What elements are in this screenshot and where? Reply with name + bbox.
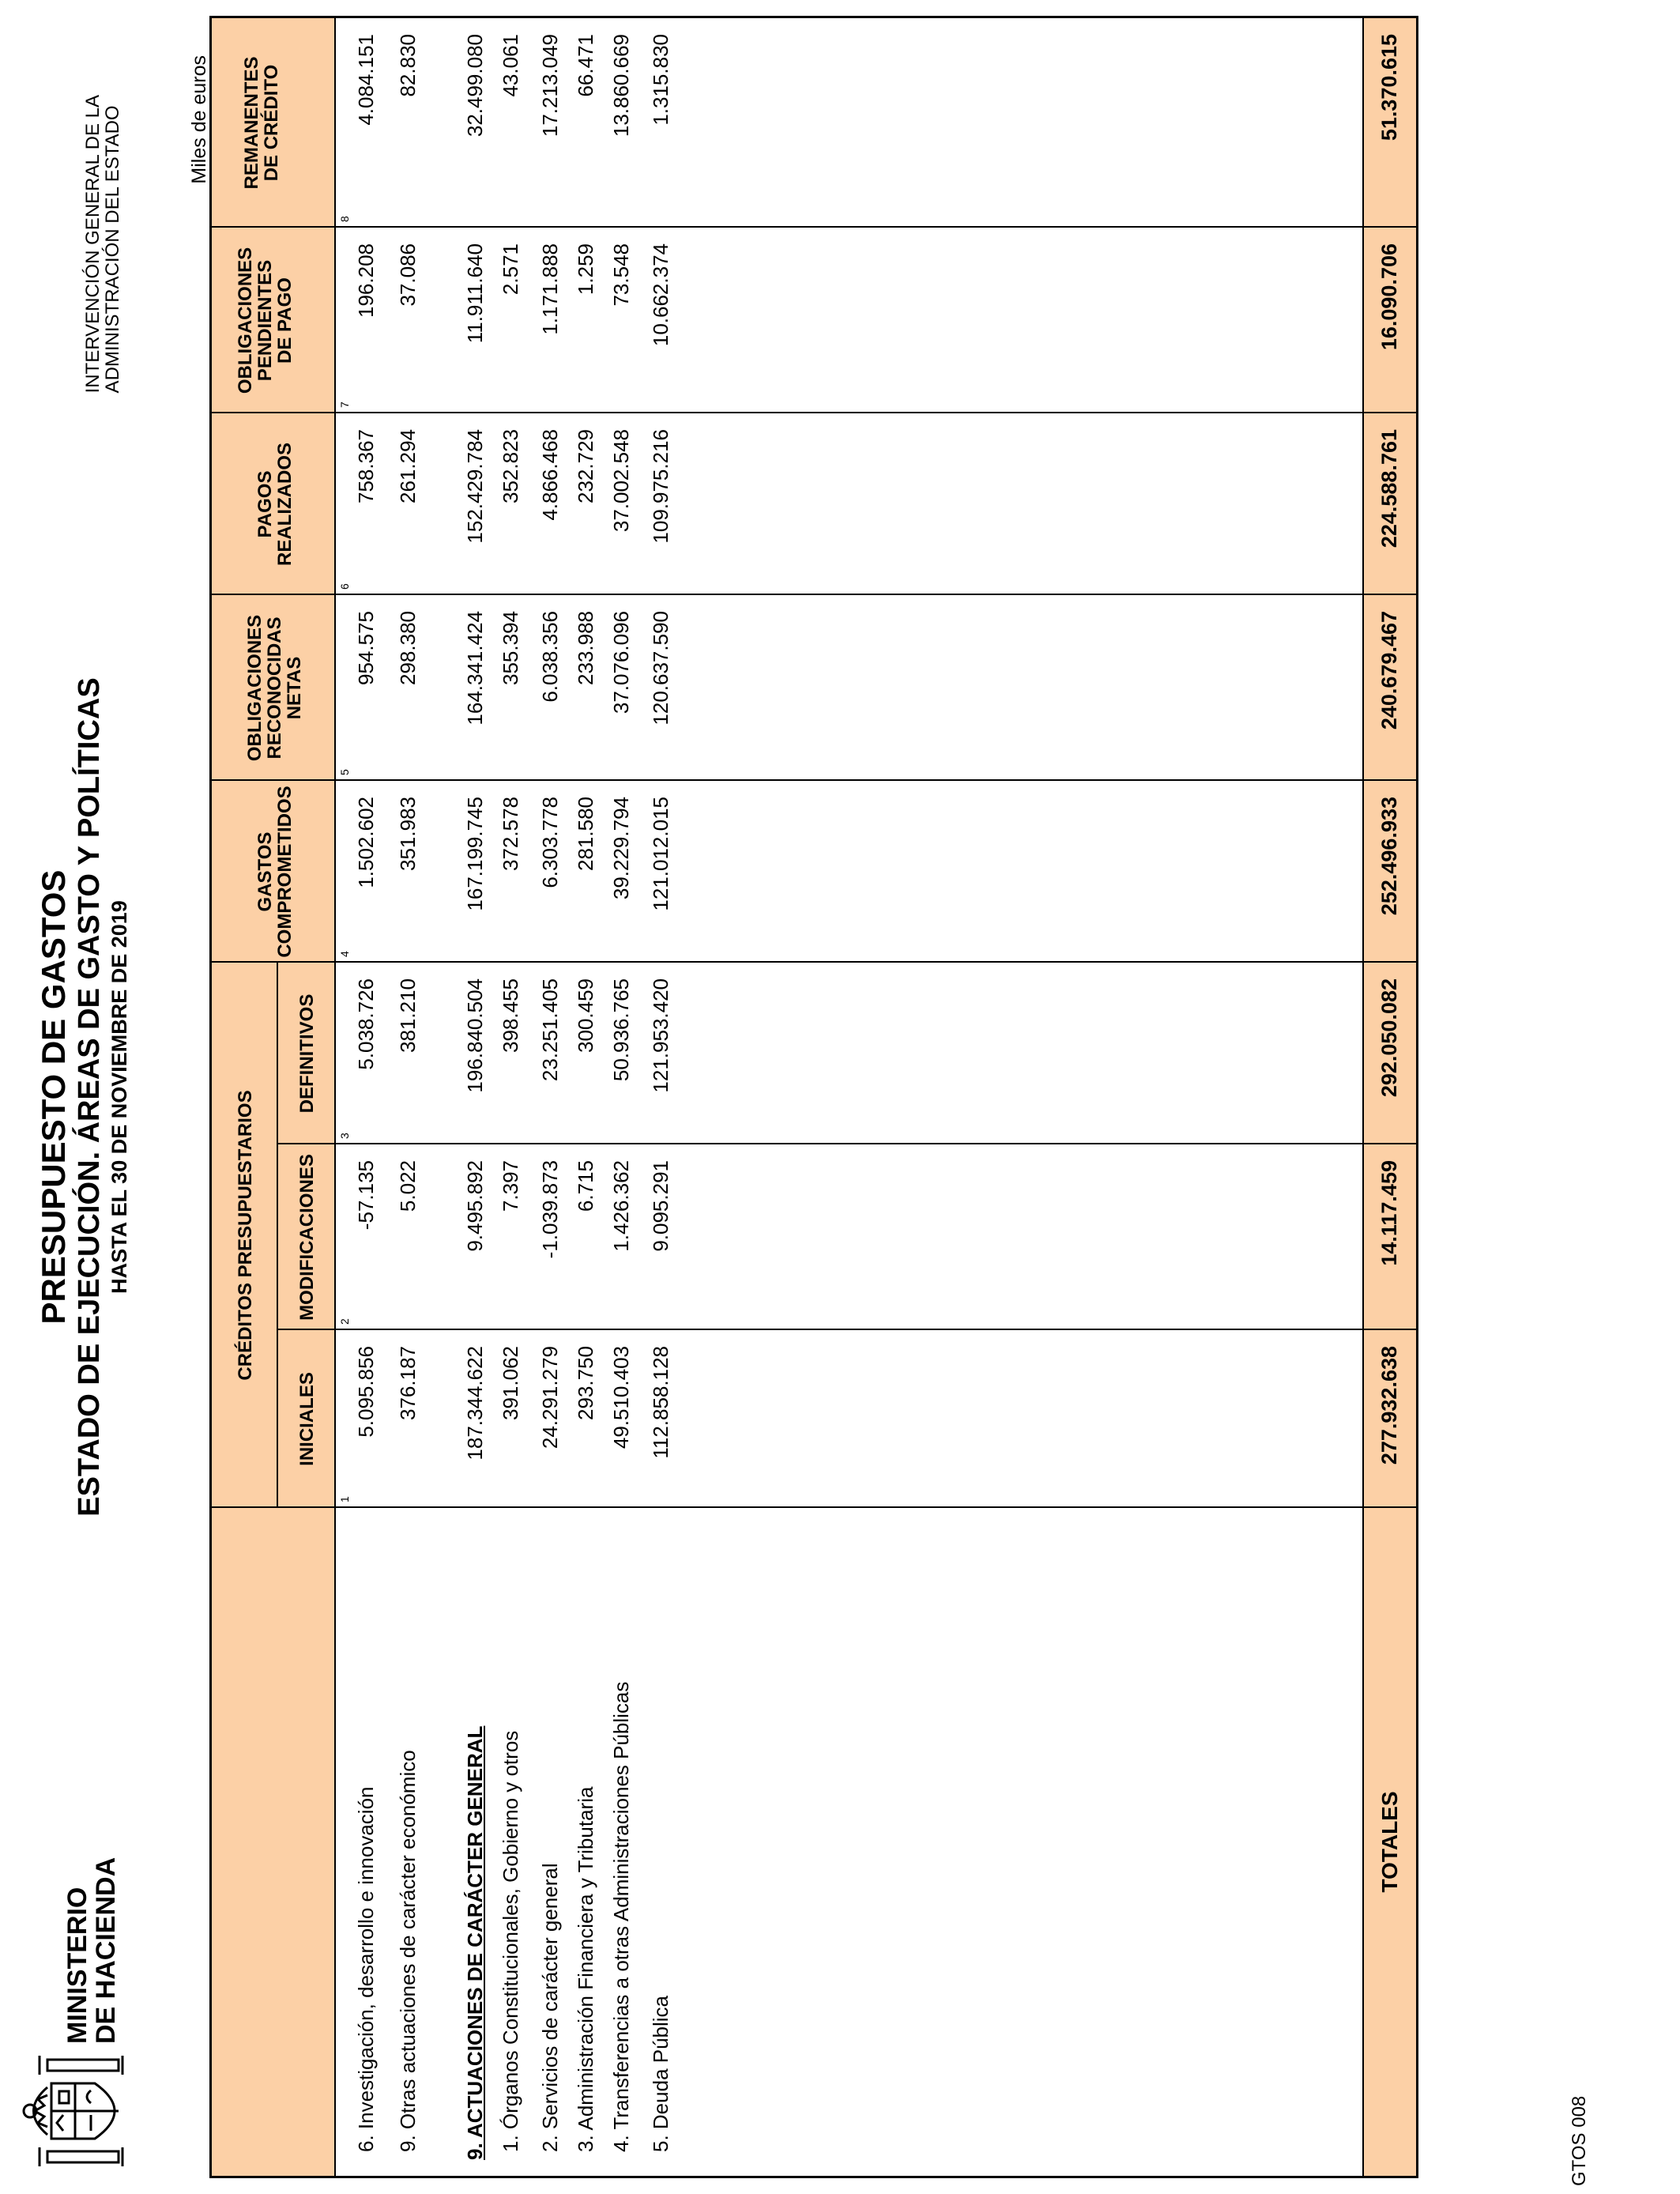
cell-value: 112.858.128 [649,1346,672,1459]
col-comprometidos-line-1: GASTOS [254,831,276,912]
col-reconocidas-line-2: RECONOCIDAS [264,616,285,760]
row-label: 9. Otras actuaciones de carácter económico [396,1750,420,2152]
cell-value: 6.303.778 [538,797,562,888]
col-pendientes-line-3: DE PAGO [274,277,296,364]
cell-value: 300.459 [574,978,597,1053]
col-number: 4 [338,951,351,957]
col-pendientes-line-2: PENDIENTES [254,259,276,382]
col-modificaciones: MODIFICACIONES [296,1154,318,1321]
col-remanentes-line-2: DE CRÉDITO [261,64,282,182]
total-value: 252.496.933 [1377,797,1401,916]
col-divider-8 [212,226,1416,228]
header-divider [334,18,336,2176]
total-value: 51.370.615 [1377,34,1401,141]
cell-value: 355.394 [499,611,522,685]
row-label: 5. Deuda Pública [649,1995,672,2152]
cell-value: 281.580 [574,797,597,871]
col-definitivos: DEFINITIVOS [296,993,318,1114]
col-reconocidas-line-1: OBLIGACIONES [244,614,266,762]
col-pagos [255,413,295,595]
cell-value: 293.750 [574,1346,597,1420]
agency-line-1: INTERVENCIÓN GENERAL DE LA [82,95,104,394]
col-remanentes-line-1: REMANENTES [241,56,262,190]
cell-value: 391.062 [499,1346,522,1420]
cell-value: 73.548 [609,243,633,307]
col-comprometidos [255,781,295,963]
cell-value: 4.084.151 [354,34,378,126]
group-divider [277,963,278,1508]
cell-value: 37.086 [396,243,420,307]
total-value: 224.588.761 [1377,429,1401,548]
row-label: 4. Transferencias a otras Administraciones Públicas [609,1681,633,2152]
col-pagos-line-1: PAGOS [254,470,276,538]
total-value: 14.117.459 [1377,1160,1401,1266]
total-value: 292.050.082 [1377,978,1401,1098]
row-label: 6. Investigación, desarrollo e innovación [354,1786,378,2152]
col-number: 1 [338,1496,351,1502]
col-remanentes [242,18,281,228]
cell-value: 50.936.765 [609,978,633,1082]
cell-value: 9.495.892 [463,1160,487,1252]
col-pendientes [235,228,295,413]
cell-value: 196.208 [354,243,378,318]
cell-value: 376.187 [396,1346,420,1420]
agency-name [83,95,122,393]
cell-value: 37.076.096 [609,611,633,714]
col-pendientes-line-1: OBLIGACIONES [235,247,256,394]
col-number: 3 [338,1133,351,1139]
col-number: 7 [338,401,351,408]
col-divider-7 [212,412,1416,413]
cell-value: 398.455 [499,978,522,1053]
ministry-line-1: MINISTERIO [62,1887,92,2044]
col-group-creditos: CRÉDITOS PRESUPUESTARIOS [235,1090,256,1381]
cell-value: 7.397 [499,1160,522,1212]
cell-value: 43.061 [499,34,522,97]
cell-value: 351.983 [396,797,420,871]
agency-line-2: ADMINISTRACIÓN DEL ESTADO [102,105,123,394]
cell-value: 2.571 [499,243,522,296]
cell-value: 121.012.015 [649,797,672,911]
total-value: 277.932.638 [1377,1346,1401,1465]
row-label: 9. ACTUACIONES DE CARÁCTER GENERAL [463,1725,487,2160]
cell-value: 5.022 [396,1160,420,1212]
cell-value: 196.840.504 [463,978,487,1093]
col-divider-1 [212,1506,1416,1508]
cell-value: 954.575 [354,611,378,685]
cell-value: 37.002.548 [609,429,633,533]
col-iniciales: INICIALES [296,1372,318,1466]
report-period: HASTA EL 30 DE NOVIEMBRE DE 2019 [107,900,131,1294]
ministry-line-2: DE HACIENDA [91,1857,121,2044]
col-divider-6 [212,594,1416,595]
cell-value: 758.367 [354,429,378,503]
cell-value: 17.213.049 [538,34,562,138]
cell-value: 24.291.279 [538,1346,562,1449]
col-number: 5 [338,769,351,775]
cell-value: 109.975.216 [649,429,672,544]
cell-value: 1.502.602 [354,797,378,888]
report-title: PRESUPUESTO DE GASTOS [35,869,72,1325]
cell-value: 120.637.590 [649,611,672,726]
cell-value: 232.729 [574,429,597,503]
cell-value: 164.341.424 [463,611,487,726]
cell-value: 1.426.362 [609,1160,633,1252]
cell-value: 82.830 [396,34,420,97]
cell-value: -1.039.873 [538,1160,562,1259]
cell-value: 1.259 [574,243,597,296]
cell-value: 1.171.888 [538,243,562,335]
cell-value: 11.911.640 [463,243,487,344]
col-number: 2 [338,1318,351,1325]
col-divider-5 [212,779,1416,781]
cell-value: 372.578 [499,797,522,871]
cell-value: 167.199.745 [463,797,487,911]
cell-value: 233.988 [574,611,597,685]
report-subtitle: ESTADO DE EJECUCIÓN. ÁREAS DE GASTO Y POLÍTICAS [73,677,106,1517]
cell-value: 261.294 [396,429,420,503]
cell-value: 1.315.830 [649,34,672,126]
cell-value: 32.499.080 [463,34,487,138]
row-label: 2. Servicios de carácter general [538,1863,562,2152]
cell-value: 39.229.794 [609,797,633,900]
cell-value: 298.380 [396,611,420,685]
col-number: 6 [338,583,351,590]
cell-value: 49.510.403 [609,1346,633,1449]
cell-value: 152.429.784 [463,429,487,544]
cell-value: 4.866.468 [538,429,562,521]
col-pagos-line-2: REALIZADOS [274,443,296,566]
cell-value: 121.953.420 [649,978,672,1093]
total-value: 16.090.706 [1377,243,1401,351]
totals-label: TOTALES [1377,1791,1402,1893]
cell-value: 10.662.374 [649,243,672,347]
col-divider-4 [212,961,1416,963]
row-label: 1. Órganos Constitucionales, Gobierno y otros [499,1730,522,2152]
cell-value: -57.135 [354,1160,378,1231]
cell-value: 381.210 [396,978,420,1053]
cell-value: 352.823 [499,429,522,503]
cell-value: 13.860.669 [609,34,633,138]
cell-value: 6.038.356 [538,611,562,703]
col-number: 8 [338,216,351,222]
cell-value: 23.251.405 [538,978,562,1082]
cell-value: 5.038.726 [354,978,378,1070]
col-comprometidos-line-2: COMPROMETIDOS [274,786,296,958]
col-divider-2 [277,1329,1416,1330]
cell-value: 9.095.291 [649,1160,672,1252]
col-reconocidas [245,595,304,781]
totals-divider [1362,18,1364,2176]
budget-table [209,16,1418,2178]
cell-value: 187.344.622 [463,1346,487,1461]
unit-label: Miles de euros [188,55,210,184]
form-code: GTOS 008 [1569,2095,1590,2186]
row-label: 3. Administración Financiera y Tributaria [574,1786,597,2152]
col-reconocidas-line-3: NETAS [284,656,305,720]
cell-value: 6.715 [574,1160,597,1212]
cell-value: 66.471 [574,34,597,97]
cell-value: 5.095.856 [354,1346,378,1438]
total-value: 240.679.467 [1377,611,1401,730]
col-divider-3 [277,1143,1416,1144]
